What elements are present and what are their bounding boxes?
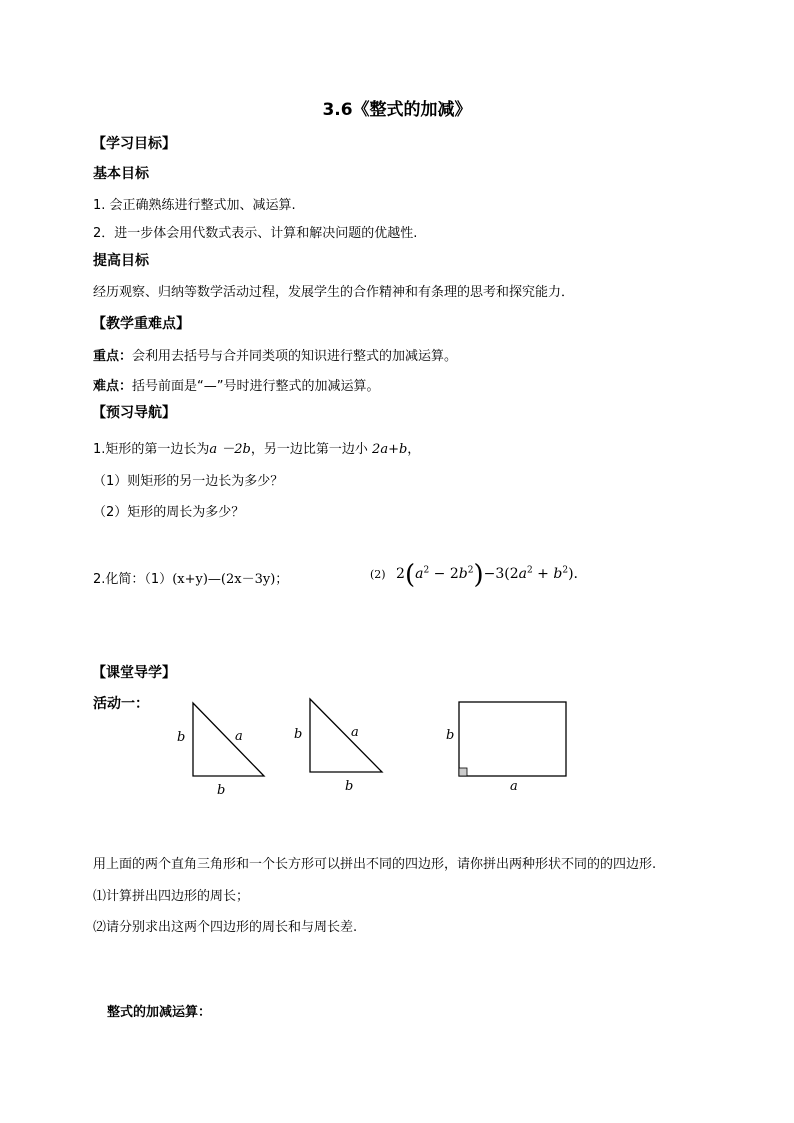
- preview-q1: [93, 438, 420, 457]
- fig1-hyp-label: a: [235, 729, 243, 744]
- fig1-bottom-label: b: [217, 783, 226, 798]
- triangle-figure-2: [300, 690, 400, 790]
- q1-expr1: a －2b: [209, 442, 251, 457]
- q2-part2: (2) $2(a^2 - 2b^2)-3(2a^2 + b^2)$.: [370, 560, 578, 590]
- big-paren-open: (: [404, 560, 416, 590]
- fig2-hyp-label: a: [351, 725, 359, 740]
- q1-middle: ，另一边比第一边小: [250, 442, 368, 457]
- fig3-bottom-label: a: [510, 779, 518, 794]
- q1-expr2: 2a+b: [372, 442, 408, 457]
- preview-q2: [93, 568, 288, 587]
- difficulty-text: 括号前面是“—”号时进行整式的加减运算。: [132, 379, 380, 394]
- focus-label: 重点：: [93, 349, 133, 364]
- advanced-goal-text: 经历观察、归纳等数学活动过程，发展学生的合作精神和有条理的思考和探究能力．: [93, 285, 575, 300]
- page-title: 3.6《整式的加减》: [322, 100, 472, 120]
- activity-label: 活动一：: [93, 696, 149, 712]
- advanced-goals-heading: 提高目标: [93, 253, 149, 269]
- q2-part2-label: (2): [370, 568, 386, 581]
- preview-heading: 【预习导航】: [92, 405, 176, 421]
- right-angle-marker: [459, 768, 467, 776]
- q1-sub1: （1）则矩形的另一边长为多少？: [93, 474, 284, 489]
- q1-prefix: 1.矩形的第一边长为: [93, 442, 210, 457]
- basic-goals-heading: 基本目标: [93, 166, 149, 182]
- rectangle-figure: [455, 695, 575, 785]
- difficulty-line: [93, 375, 380, 394]
- activity-task: 用上面的两个直角三角形和一个长方形可以拼出不同的四边形，请你拼出两种形状不同的的四边形.: [93, 857, 657, 872]
- focus-text: 会利用去括号与合并同类项的知识进行整式的加减运算。: [132, 349, 458, 364]
- q1-suffix: ，: [407, 442, 421, 457]
- fig3-left-label: b: [446, 728, 455, 743]
- key-points-heading: 【教学重难点】: [92, 316, 190, 332]
- classroom-heading: 【课堂导学】: [92, 665, 176, 681]
- fig1-left-label: b: [177, 730, 186, 745]
- learning-goals-heading: 【学习目标】: [92, 136, 176, 152]
- triangle-1-shape: [193, 703, 264, 776]
- big-paren-close: ): [473, 560, 484, 590]
- q2-prefix: 2.化简：（1）: [93, 572, 173, 587]
- basic-goal-item: 2．进一步体会用代数式表示、计算和解决问题的优越性.: [93, 226, 418, 241]
- activity-sub1: ⑴计算拼出四边形的周长；: [93, 889, 250, 904]
- focus-line: [93, 345, 457, 364]
- summary-label: 整式的加减运算：: [107, 1005, 212, 1020]
- q1-sub2: （2）矩形的周长为多少？: [93, 505, 245, 520]
- triangle-2-shape: [310, 699, 382, 772]
- rectangle-shape: [459, 702, 566, 776]
- q2-expr1: (x+y)—(2x－3y)；: [172, 572, 289, 587]
- basic-goal-item: 1. 会正确熟练进行整式加、减运算.: [93, 198, 296, 213]
- activity-sub2: ⑵请分别求出这两个四边形的周长和与周长差.: [93, 920, 358, 935]
- fig2-left-label: b: [294, 727, 303, 742]
- difficulty-label: 难点：: [93, 379, 133, 394]
- fig2-bottom-label: b: [345, 779, 354, 794]
